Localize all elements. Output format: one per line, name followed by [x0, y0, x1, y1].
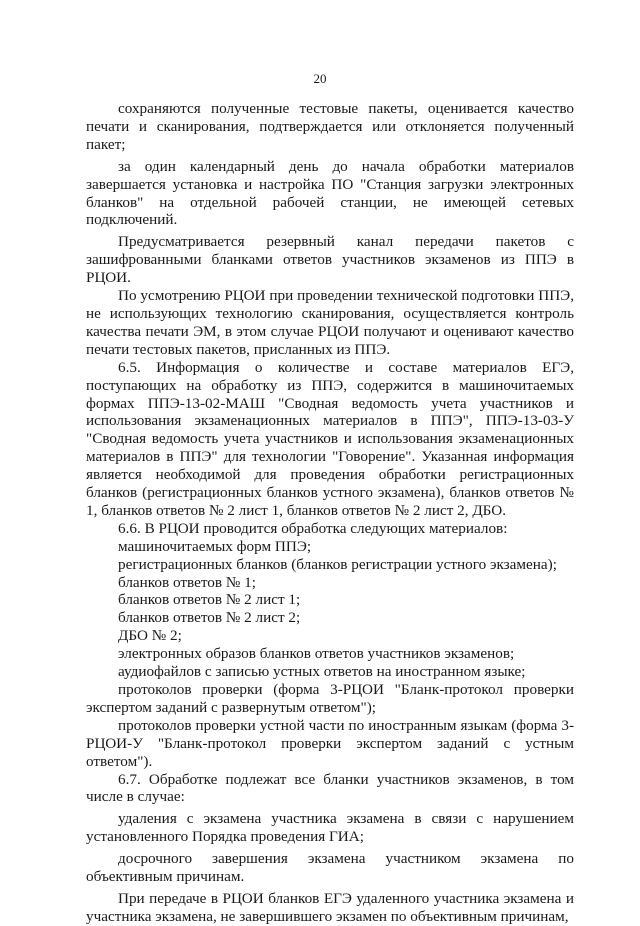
paragraph-6-6: 6.6. В РЦОИ проводится обработка следующих материалов:: [118, 519, 508, 537]
list-item: протоколов проверки устной части по иностранным языкам (форма 3-РЦОИ-У "Бланк-протокол проверки экспертом заданий с устным ответом").: [86, 716, 574, 770]
list-item: бланков ответов № 1;: [118, 573, 256, 591]
paragraph-print-quality-control: По усмотрению РЦОИ при проведении технической подготовки ППЭ, не использующих технологию сканирования, осуществляется контроль качества печати ЭМ, в этом случае РЦОИ получают и оценивают качество печати тестовых пакетов, присланных из ППЭ.: [86, 287, 574, 358]
document-body: [86, 100, 574, 926]
list-item: аудиофайлов с записью устных ответов на иностранном языке;: [118, 663, 526, 681]
list-item: досрочного завершения экзамена участником экзамена по объективным причинам.: [86, 850, 574, 886]
list-item: ДБО № 2;: [118, 627, 182, 645]
paragraph-software-setup: за один календарный день до начала обработки материалов завершается установка и настройка ПО "Станция загрузки электронных бланков" на отдельной рабочей станции, не имеющей сетевых подключений.: [86, 157, 574, 229]
page-number: 20: [313, 71, 327, 86]
list-item: регистрационных бланков (бланков регистрации устного экзамена);: [118, 555, 557, 573]
paragraph-6-5: 6.5. Информация о количестве и составе материалов ЕГЭ, поступающих на обработку из ППЭ, содержится в машиночитаемых формах ППЭ-13-02-МАШ "Сводная ведомость учета участников и использования экзаменационных материалов в ППЭ", ППЭ-13-03-У "Сводная ведомость учета участников и использования экзаменационных материалов в ППЭ" для технологии "Говорение". Указанная информация является необходимой для проведения обработки регистрационных бланков (регистрационных бланков устного экзамена), бланков ответов № 1, бланков ответов № 2 лист 1, бланков ответов № 2 лист 2, ДБО.: [86, 358, 574, 519]
list-item: машиночитаемых форм ППЭ;: [118, 537, 312, 555]
list-item: бланков ответов № 2 лист 1;: [118, 591, 301, 609]
list-item: протоколов проверки (форма 3-РЦОИ "Бланк-протокол проверки экспертом заданий с развернутым ответом");: [86, 681, 574, 716]
list-item: бланков ответов № 2 лист 2;: [118, 609, 301, 627]
paragraph-tests-saved: сохраняются полученные тестовые пакеты, оценивается качество печати и сканирования, подтверждается или отклоняется полученный пакет;: [86, 100, 574, 153]
paragraph-transfer-blanks: При передаче в РЦОИ бланков ЕГЭ удаленного участника экзамена и участника экзамена, не завершившего экзамен по объективным причинам,: [86, 889, 574, 925]
list-item: удаления с экзамена участника экзамена в связи с нарушением установленного Порядка проведения ГИА;: [86, 810, 574, 846]
paragraph-reserve-channel: Предусматривается резервный канал передачи пакетов с зашифрованными бланками ответов участников экзаменов из ППЭ в РЦОИ.: [86, 233, 574, 287]
paragraph-6-7: 6.7. Обработке подлежат все бланки участников экзаменов, в том числе в случае:: [86, 770, 574, 806]
list-item: электронных образов бланков ответов участников экзаменов;: [118, 645, 515, 663]
